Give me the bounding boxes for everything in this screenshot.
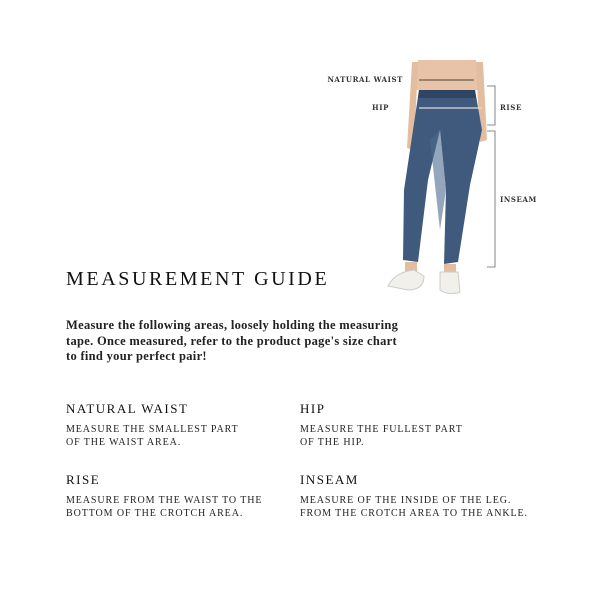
label-natural-waist: NATURAL WAIST — [327, 75, 403, 84]
page-title: MEASUREMENT GUIDE — [66, 268, 330, 290]
model-torso — [416, 60, 478, 90]
section-rise — [66, 472, 262, 520]
section-hip — [300, 401, 463, 449]
label-rise: RISE — [500, 103, 522, 112]
label-hip: HIP — [372, 103, 389, 112]
section-text: MEASURE THE SMALLEST PART OF THE WAIST AREA. — [66, 424, 239, 448]
label-inseam: INSEAM — [500, 195, 537, 204]
rise-bracket — [487, 86, 495, 125]
section-heading: RISE — [66, 472, 101, 487]
section-heading: HIP — [300, 401, 326, 416]
section-natural-waist — [66, 401, 239, 449]
section-heading: NATURAL WAIST — [66, 401, 189, 416]
intro-text: Measure the following areas, loosely holding the measuring tape. Once measured, refer to the product page's size chart to find your perfect pair! — [66, 318, 399, 363]
jeans-waistband — [418, 90, 476, 98]
right-shoe — [440, 272, 460, 294]
left-shoe — [388, 270, 424, 290]
section-text: MEASURE OF THE INSIDE OF THE LEG. FROM THE CROTCH AREA TO THE ANKLE. — [300, 495, 528, 519]
section-text: MEASURE THE FULLEST PART OF THE HIP. — [300, 424, 463, 448]
section-heading: INSEAM — [300, 472, 359, 487]
inseam-bracket — [487, 131, 495, 267]
section-inseam — [300, 472, 528, 520]
section-text: MEASURE FROM THE WAIST TO THE BOTTOM OF THE CROTCH AREA. — [66, 495, 263, 519]
